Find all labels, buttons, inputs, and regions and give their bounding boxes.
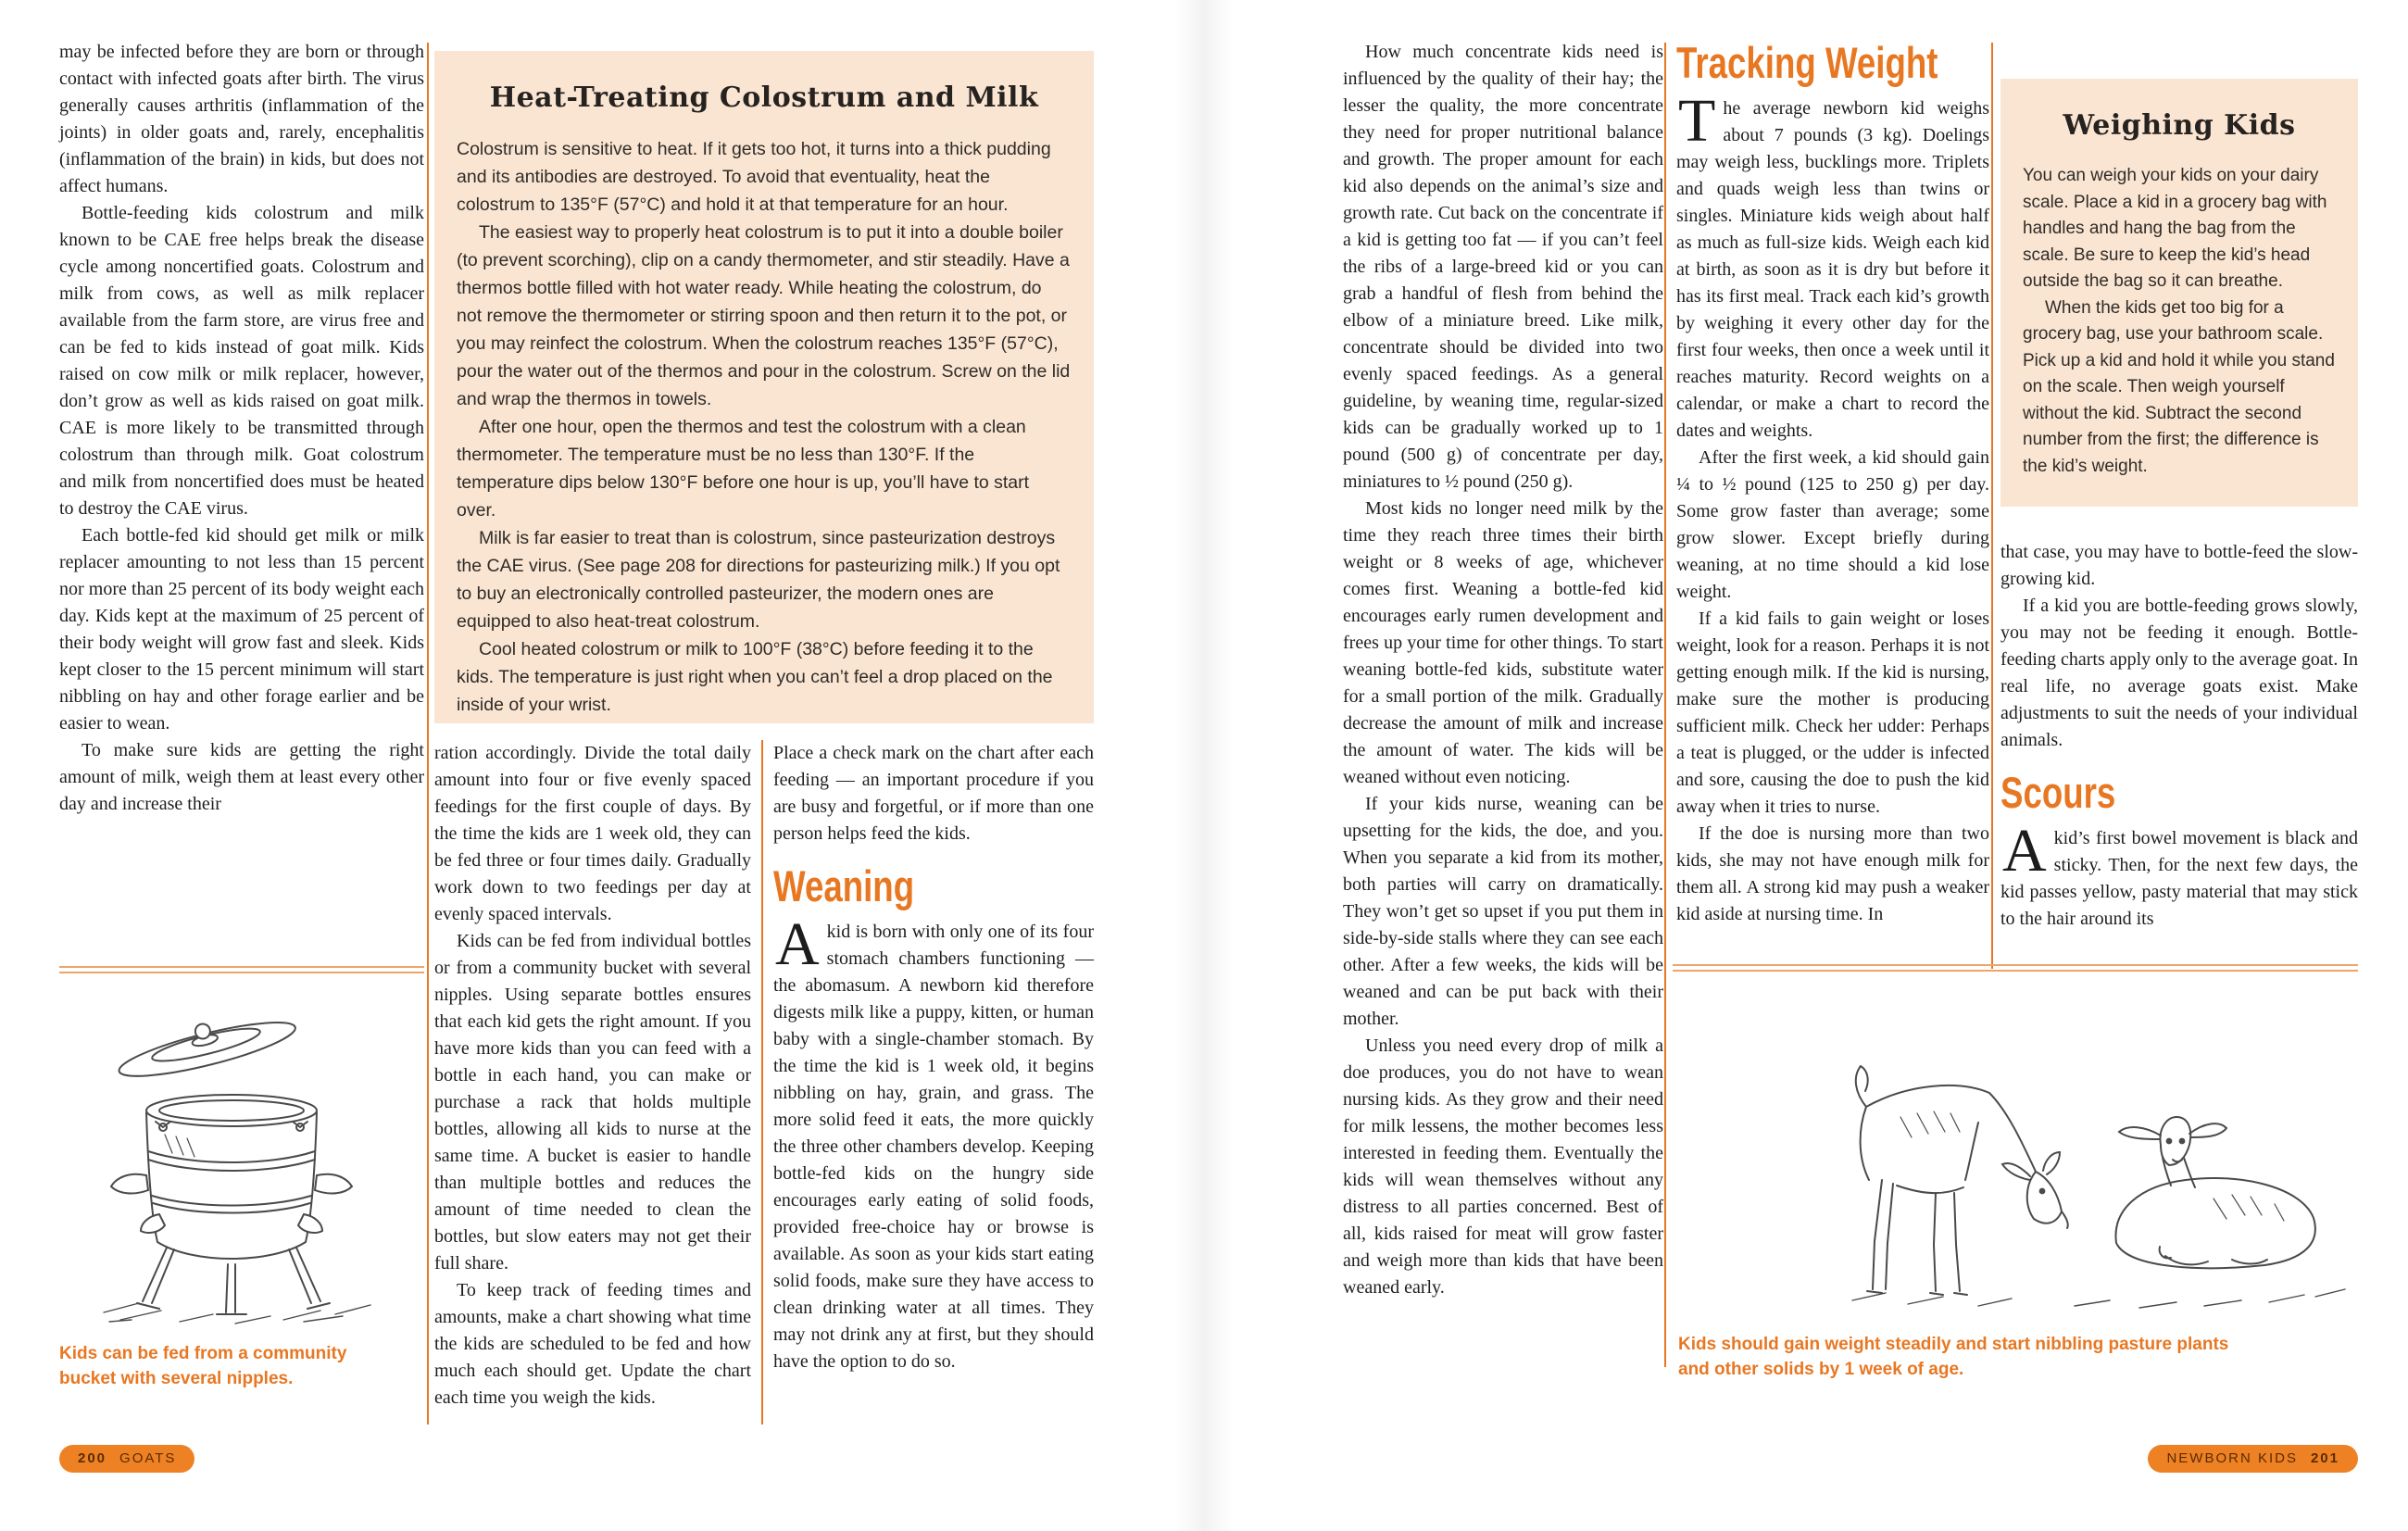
- paragraph: If a kid you are bottle-feeding grows slowly, you may not be feeding it enough. Bottle-feeding charts apply only to the average goat. In real life, no average goats exist. Make adjustments to suit the needs of your individual animals.: [2000, 596, 2358, 750]
- weighing-kids-sidebar: [2000, 79, 2358, 507]
- right-page-column-3: [2000, 539, 2358, 933]
- column-divider: [1991, 43, 1993, 969]
- lying-kid: [2115, 1117, 2314, 1268]
- paragraph: Place a check mark on the chart after each feeding — an important procedure if you are busy and forgetful, or if more than one person helps feed the kids.: [773, 743, 1094, 844]
- right-illustration-caption: Kids should gain weight steadily and start nibbling pasture plants and other solids by 1 week of age.: [1678, 1335, 2229, 1379]
- grass-strokes: [1852, 1289, 2345, 1308]
- scours-heading: Scours: [2000, 768, 2116, 817]
- left-page-footer: [59, 1445, 194, 1473]
- left-page-column-2: [434, 740, 751, 1412]
- page-number: 201: [2310, 1450, 2339, 1466]
- page-number: 200: [78, 1450, 107, 1466]
- paragraph: To make sure kids are getting the right amount of milk, weigh them at least every other day and increase their: [59, 740, 424, 814]
- section-divider: [59, 966, 424, 973]
- paragraph: After the first week, a kid should gain ¼ to ½ pound (125 to 250 g) per day. Some grow faster than average; some grow slower. Except briefly during weaning, at no time should a kid lose weight.: [1676, 447, 1989, 602]
- goat-kids-illustration: [1797, 982, 2358, 1332]
- paragraph: may be infected before they are born or through contact with infected goats after birth. The virus generally causes arthritis (inflammation of the joints) in older goats and, rarely, encephalitis (inflammation of the brain) in kids, but does not affect humans.: [59, 42, 424, 196]
- paragraph: The easiest way to properly heat colostrum is to put it into a double boiler (to prevent scorching), clip on a candy thermometer, and stir steadily. Have a thermos bottle filled with hot water ready. While heating the colostrum, do not remove the thermometer or stirring spoon and then return it to the pot, or you may reinfect the colostrum. When the colostrum reaches 135°F (57°C), pour the water out of the thermos and pour in the colostrum. Screw on the lid and wrap the thermos in towels.: [457, 222, 1071, 409]
- paragraph: Each bottle-fed kid should get milk or milk replacer amounting to not less than 15 percent nor more than 25 percent of its body weight each day. Kids kept at the maximum of 25 percent of their body weight will grow fast and sleek. Kids kept closer to the 15 percent minimum will start nibbling on hay and other forage earlier and be easier to wean.: [59, 525, 424, 734]
- paragraph: How much concentrate kids need is influenced by the quality of their hay; the lesser the quality, the more concentrate they need for proper nutritional balance and growth. The proper amount for each kid also depends on the animal’s size and growth rate. Cut back on the concentrate if a kid is getting too fat — if you can’t feel the ribs of a large-breed kid or you can grab a handful of flesh from behind the elbow of a miniature breed. Like milk, concentrate should be divided into two evenly spaced feedings. As a general guideline, by weaning time, regular-sized kids can be gradually worked up to 1 pound (500 g) of concentrate per day, miniatures to ½ pound (250 g).: [1343, 42, 1663, 492]
- section-divider: [1673, 964, 2358, 972]
- paragraph: Milk is far easier to treat than is colostrum, since pasteurization destroys the CAE virus. (See page 208 for directions for pasteurizing milk.) If you opt to buy an electronically controlled pasteurizer, the modern ones are equipped to also heat-treat colostrum.: [457, 528, 1060, 632]
- paragraph: [773, 910, 1094, 1375]
- sidebar-title: Heat-Treating Colostrum and Milk: [489, 82, 1039, 114]
- paragraph: [2000, 817, 2358, 933]
- paragraph: To keep track of feeding times and amounts, make a chart showing what time the kids are scheduled to be fed and how much each should get. Update the chart each time you weigh the kids.: [434, 1280, 751, 1408]
- paragraph: that case, you may have to bottle-feed the slow-growing kid.: [2000, 542, 2358, 589]
- tracking-weight-heading: Tracking Weight: [1676, 38, 1938, 87]
- paragraph: Unless you need every drop of milk a doe produces, you do not have to wean nursing kids. As they grow and their need for milk lessens, the mother becomes less interested in feeding them. Eventually the kids will wean themselves without any distress to all parties concerned. Best of all, kids raised for meat will grow faster and weigh more than kids that have been weaned early.: [1343, 1035, 1663, 1298]
- bucket-lid: [113, 1002, 299, 1086]
- left-page-column-3: [773, 740, 1094, 1375]
- paragraph: If a kid fails to gain weight or loses weight, look for a reason. Perhaps it is not getting enough milk. If the kid is nursing, make sure the mother is producing sufficient milk. Check her udder: Perhaps a teat is plugged, or the udder is infected and sore, causing the doe to push the kid away when it tries to nurse.: [1676, 609, 1989, 817]
- paragraph: After one hour, open the thermos and test the colostrum with a clean thermometer. The temperature must be no less than 130°F. If the temperature dips below 130°F before one hour is up, you’ll have to start over.: [457, 417, 1030, 521]
- chapter-title-footer: NEWBORN KIDS: [2166, 1450, 2298, 1466]
- paragraph: When the kids get too big for a grocery bag, use your bathroom scale. Pick up a kid and hold it while you stand on the scale. Then weigh yourself without the kid. Subtract the second number from the first; the difference is the kid’s weight.: [2023, 297, 2335, 476]
- paragraph: Colostrum is sensitive to heat. If it gets too hot, it turns into a thick pudding and its antibodies are destroyed. To avoid that eventuality, heat the colostrum to 135°F (57°C) and hold it at that temperature for an hour.: [457, 139, 1051, 215]
- left-page-column-1: [59, 39, 424, 818]
- column-divider: [761, 740, 763, 1424]
- paragraph: Cool heated colostrum or milk to 100°F (38°C) before feeding it to the kids. The temperature is just right when you can’t feel a drop placed on the inside of your wrist.: [457, 639, 1053, 715]
- paragraph-text: kid’s first bowel movement is black and sticky. Then, for the next few days, the kid passes yellow, pasty material that may stick to the hair around its: [2000, 828, 2358, 929]
- drop-cap: A: [775, 910, 820, 978]
- sidebar-body: [2000, 163, 2358, 498]
- heat-treating-sidebar: [434, 51, 1094, 723]
- sidebar-title: Weighing Kids: [2063, 109, 2296, 142]
- sidebar-body: [434, 135, 1094, 737]
- community-bucket-illustration: [72, 996, 396, 1331]
- right-page-column-2: [1676, 39, 1989, 928]
- page-gutter-shadow: [1174, 0, 1234, 1531]
- paragraph: Bottle-feeding kids colostrum and milk known to be CAE free helps break the disease cycle among noncertified goats. Colostrum and milk from cows, as well as milk replacer available from the farm store, are virus free and can be fed to kids instead of goat milk. Kids raised on cow milk or milk replacer, however, don’t grow as well as kids raised on goat milk. CAE is more likely to be transmitted through colostrum than through milk. Goat colostrum and milk from noncertified does must be heated to destroy the CAE virus.: [59, 203, 424, 519]
- left-illustration-caption: Kids can be fed from a community bucket with several nipples.: [59, 1344, 347, 1388]
- weaning-heading: Weaning: [773, 861, 915, 910]
- paragraph: Most kids no longer need milk by the time they reach three times their birth weight or 8 weeks of age, whichever comes first. Weaning a bottle-fed kid encourages early rumen development and frees up your time for other things. To start weaning bottle-fed kids, substitute water for a small portion of the milk. Gradually decrease the amount of milk and increase the amount of water. The kids will be weaned without even noticing.: [1343, 498, 1663, 787]
- paragraph: [1676, 87, 1989, 445]
- standing-kid: [1856, 1066, 2068, 1295]
- paragraph: You can weigh your kids on your dairy scale. Place a kid in a grocery bag with handles and hang the bag from the scale. Be sure to keep the kid’s head outside the bag so it can breathe.: [2023, 166, 2327, 291]
- column-divider: [427, 43, 429, 1424]
- paragraph-text: kid is born with only one of its four stomach chambers functioning — the abomasum. A newborn kid therefore digests milk like a puppy, kitten, or human baby with a single-chamber stomach. By the time the kid is 1 week old, it begins nibbling on hay, grain, and grass. The more solid feed it eats, the more quickly the three other chambers develop. Keeping bottle-fed kids on the hungry side encourages early eating of solid foods, provided free-choice hay or browse is available. As soon as your kids start eating solid foods, make sure they have access to clean drinking water at all times. They may not drink any at first, but they should have the option to do so.: [773, 922, 1094, 1372]
- right-page-footer: [2148, 1445, 2358, 1473]
- paragraph-text: he average newborn kid weighs about 7 pounds (3 kg). Doelings may weigh less, bucklings more. Triplets and quads weigh less than twins or singles. Miniature kids weigh about half as much as full-size kids. Weigh each kid at birth, as soon as it is dry but before it has its first meal. Track each kid’s growth by weighing it every other day for the first four weeks, then once a week until it reaches maturity. Record weights on a calendar, or make a chart to record the dates and weights.: [1676, 98, 1989, 441]
- paragraph: Kids can be fed from individual bottles or from a community bucket with several nipples. Using separate bottles ensures that each kid gets the right amount. If you have more kids than you can feed with a bottle in each hand, you can make or purchase a rack that holds multiple bottles, allowing all kids to nurse at the same time. A bucket is easier to handle than multiple bottles and reduces the amount of time needed to clean the bottles, but slow eaters may not get their full share.: [434, 931, 751, 1274]
- drop-cap: T: [1678, 87, 1716, 155]
- book-title-footer: GOATS: [119, 1450, 177, 1466]
- right-page-column-1: [1343, 39, 1663, 1301]
- drop-cap: A: [2002, 817, 2047, 885]
- paragraph: ration accordingly. Divide the total daily amount into four or five evenly spaced feedings for the first couple of days. By the time the kids are 1 week old, they can be fed three or four times daily. Gradually work down to two feedings per day at evenly spaced intervals.: [434, 743, 751, 924]
- paragraph: If the doe is nursing more than two kids, she may not have enough milk for them all. A strong kid may push a weaker kid aside at nursing time. In: [1676, 823, 1989, 924]
- paragraph: If your kids nurse, weaning can be upsetting for the kids, the doe, and you. When you separate a kid from its mother, both parties will carry on dramatically. They won’t get so upset if you put them in side-by-side stalls where they can see each other. After a few weeks, the kids will be weaned and can be put back with their mother.: [1343, 794, 1663, 1029]
- column-divider: [1664, 43, 1666, 1367]
